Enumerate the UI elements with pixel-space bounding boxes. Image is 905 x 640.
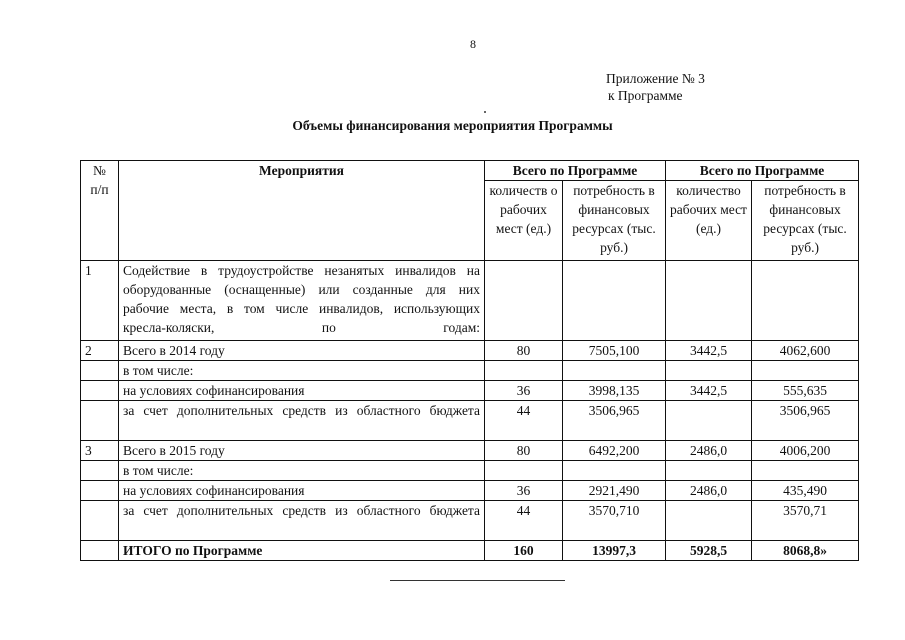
row-value-1: [485, 361, 563, 381]
row-value-1: 36: [485, 481, 563, 501]
row-activity: в том числе:: [119, 461, 485, 481]
row-value-3: [666, 461, 752, 481]
row-num: 3: [81, 441, 119, 461]
row-activity: за счет дополнительных средств из областного бюджета: [119, 401, 485, 441]
row-value-4: 3506,965: [752, 401, 859, 441]
row-value-4: 555,635: [752, 381, 859, 401]
page-number: 8: [470, 37, 476, 51]
row-value-3: 3442,5: [666, 341, 752, 361]
header-group-2: Всего по Программе: [666, 161, 859, 181]
table-row: [81, 481, 859, 501]
row-value-2: 7505,100: [563, 341, 666, 361]
table-row: [81, 401, 859, 441]
row-activity: на условиях софинансирования: [119, 481, 485, 501]
row-value-1: [485, 261, 563, 341]
row-value-4: [752, 361, 859, 381]
row-num: [81, 401, 119, 441]
table-row: [81, 441, 859, 461]
table-row: [81, 501, 859, 541]
row-value-4: 8068,8»: [752, 541, 859, 561]
row-value-3: [666, 401, 752, 441]
row-activity: в том числе:: [119, 361, 485, 381]
row-value-1: 44: [485, 401, 563, 441]
row-value-3: [666, 361, 752, 381]
row-value-2: [563, 361, 666, 381]
header-num: № п/п: [81, 161, 119, 261]
row-value-3: [666, 501, 752, 541]
header-sub-3: количество рабочих мест (ед.): [666, 181, 752, 261]
row-value-3: 3442,5: [666, 381, 752, 401]
table-row: [81, 341, 859, 361]
row-value-4: 4062,600: [752, 341, 859, 361]
table-row: [81, 361, 859, 381]
row-activity: за счет дополнительных средств из областного бюджета: [119, 501, 485, 541]
row-value-4: [752, 261, 859, 341]
row-value-2: 3998,135: [563, 381, 666, 401]
footer-divider: [390, 580, 565, 581]
row-activity: Содействие в трудоустройстве незанятых инвалидов на оборудованные (оснащенные) или созданные для них рабочие места, в том числе инвалидов, использующих кресла-коляски, по годам:: [119, 261, 485, 341]
row-value-4: 4006,200: [752, 441, 859, 461]
appendix-note: [606, 70, 705, 104]
row-value-1: 36: [485, 381, 563, 401]
header-row-1: [81, 161, 859, 181]
row-value-4: 435,490: [752, 481, 859, 501]
row-num: [81, 461, 119, 481]
row-value-1: 44: [485, 501, 563, 541]
row-value-3: [666, 261, 752, 341]
total-row: [81, 541, 859, 561]
table-row: [81, 381, 859, 401]
row-num: 2: [81, 341, 119, 361]
header-sub-4: потребность в финансовых ресурсах (тыс. руб.): [752, 181, 859, 261]
row-value-4: [752, 461, 859, 481]
row-value-2: 2921,490: [563, 481, 666, 501]
appendix-line-1: Приложение № 3: [606, 71, 705, 86]
financing-table: [80, 160, 859, 561]
row-value-2: 6492,200: [563, 441, 666, 461]
row-value-2: 13997,3: [563, 541, 666, 561]
row-value-1: 160: [485, 541, 563, 561]
row-num: [81, 481, 119, 501]
table-row: [81, 461, 859, 481]
row-value-1: [485, 461, 563, 481]
row-value-3: 5928,5: [666, 541, 752, 561]
header-activity: Мероприятия: [119, 161, 485, 261]
row-num: 1: [81, 261, 119, 341]
row-value-4: 3570,71: [752, 501, 859, 541]
scan-speck: [484, 111, 486, 113]
document-title: Объемы финансирования мероприятия Программы: [292, 118, 613, 133]
header-sub-2: потребность в финансовых ресурсах (тыс. руб.): [563, 181, 666, 261]
row-value-1: 80: [485, 441, 563, 461]
appendix-line-2: к Программе: [608, 88, 683, 103]
row-value-3: 2486,0: [666, 481, 752, 501]
row-activity: ИТОГО по Программе: [119, 541, 485, 561]
row-value-2: [563, 261, 666, 341]
row-value-2: 3506,965: [563, 401, 666, 441]
row-value-1: 80: [485, 341, 563, 361]
row-num: [81, 541, 119, 561]
row-num: [81, 501, 119, 541]
row-num: [81, 381, 119, 401]
table-row: [81, 261, 859, 341]
row-num: [81, 361, 119, 381]
row-value-2: 3570,710: [563, 501, 666, 541]
row-activity: Всего в 2014 году: [119, 341, 485, 361]
row-activity: на условиях софинансирования: [119, 381, 485, 401]
header-sub-1: количеств о рабочих мест (ед.): [485, 181, 563, 261]
row-value-2: [563, 461, 666, 481]
header-group-1: Всего по Программе: [485, 161, 666, 181]
row-value-3: 2486,0: [666, 441, 752, 461]
row-activity: Всего в 2015 году: [119, 441, 485, 461]
